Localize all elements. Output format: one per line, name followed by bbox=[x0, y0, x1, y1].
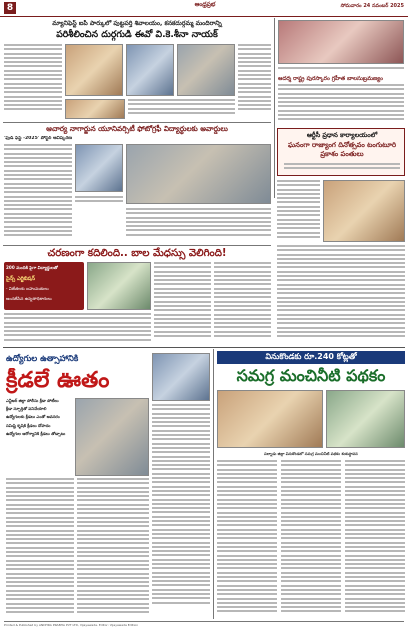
story3-photo-winners bbox=[126, 144, 271, 204]
story7-headline: సమగ్ర మంచినీటి పథకం bbox=[236, 366, 386, 385]
story7-body-col2 bbox=[281, 460, 341, 618]
story4-photo-ceremony bbox=[323, 180, 405, 242]
story6-body-col3 bbox=[152, 404, 210, 618]
story4-headline2: ఘనంగా రాజ్యాంగ దినోత్సవం టంగుటూరి ప్రకాశం పంతులు bbox=[287, 141, 396, 158]
story3-subhead: 'ఫుడ్ ఫెస్ట్ -2025' పోస్టర్ ఆవిష్కరణ bbox=[4, 136, 73, 141]
column-divider bbox=[274, 18, 275, 198]
story6-bullet: క్రీడా స్ఫూర్తితో పనిచేయాలి bbox=[6, 406, 47, 412]
story7-body-col1 bbox=[217, 460, 277, 618]
story6-bullets bbox=[6, 398, 72, 472]
story6-bullet: ఉద్యోగులకు క్రీడలు ఎంతో అవసరం bbox=[6, 414, 60, 420]
story6-bullet: సమిష్టి కృషికి క్రీడలు దోహదం bbox=[6, 422, 51, 428]
story5-headline: చరణంగా కదిలింది.. బాల మేధస్సు వెలిగింది! bbox=[47, 248, 227, 259]
story3-body-col2 bbox=[126, 208, 271, 242]
story6-kicker: ఉద్యోగుల ఉత్సాహానికి bbox=[6, 353, 79, 363]
story5-box-line2: సైన్స్ ఎగ్జిబిషన్ bbox=[6, 276, 35, 282]
issue-date: సోమవారం 24 నవంబర్ 2025 bbox=[340, 3, 404, 9]
story4-box bbox=[277, 128, 405, 176]
story6-bullet: ఎన్టీఆర్ జిల్లా పోలీసు క్రీడా పోటీలు bbox=[6, 398, 59, 403]
story1-photo-shrine bbox=[65, 44, 123, 96]
story6-body-col1 bbox=[6, 478, 74, 618]
story7-photo-ceremony bbox=[217, 390, 323, 448]
story6-headline: క్రీడలే ఊతం bbox=[6, 368, 110, 393]
page-number: 8 bbox=[4, 2, 16, 14]
story4-deck bbox=[284, 163, 400, 175]
story1-photo-visit bbox=[126, 44, 174, 96]
story6-bullet: ఉద్యోగుల ఆరోగ్యానికి క్రీడలు తోడ్పాటు bbox=[6, 430, 66, 436]
story1-photo-small bbox=[65, 99, 125, 119]
story2-body bbox=[278, 84, 404, 124]
story6-body-col2 bbox=[77, 478, 149, 618]
story4-body-cont bbox=[277, 245, 405, 344]
story3-caption bbox=[75, 196, 123, 206]
footer-imprint: Printed & Published by ANDHRA PRABHA PVT LTD, Vijayawada. Editor: Vijayawada Edition bbox=[4, 621, 404, 629]
story7-kicker: వినుకొండకు రూ.240 కోట్లతో bbox=[265, 352, 357, 361]
story5-body-col1 bbox=[154, 262, 211, 344]
story7-photo-plaque bbox=[326, 390, 405, 448]
story5-box-line1: 200 మందికి పైగా విద్యార్థులతో bbox=[6, 265, 58, 270]
story1-kicker: మ్యానిఫెస్ట్ ఐపీ పార్కులో పుట్టపర్తి శివాలయం, కనకదుర్గమ్మ మందిరాన్ని bbox=[52, 20, 222, 27]
masthead: ఆంధ్రప్రభ bbox=[194, 1, 216, 8]
story1-body-col1 bbox=[4, 44, 62, 114]
story2-headline: ఆదర్శ రాష్ట్ర పురస్కారం గ్రహీత బాలసుబ్రమణ్యం bbox=[278, 76, 383, 82]
story1-headline: పరిశీలించిన దుర్గగుడి ఈవో వి.కె.శీనా నాయక్ bbox=[56, 29, 218, 40]
story3-top-rule bbox=[3, 122, 271, 123]
story1-photo-group bbox=[177, 44, 235, 96]
story1-caption-lines bbox=[128, 99, 235, 119]
story4-headline: ఆర్టీసీ ప్రధాన కార్యాలయంలో bbox=[306, 131, 378, 139]
story5-body-col2 bbox=[214, 262, 271, 344]
story6-photo-sports-2 bbox=[152, 353, 210, 401]
story6-photo-sports bbox=[75, 398, 149, 476]
story7-kicker-bar bbox=[217, 351, 405, 364]
story5-photo-exhibition bbox=[87, 262, 151, 310]
story5-box-line3: - విజేతలకు బహుమతులు bbox=[6, 286, 49, 291]
page-header bbox=[0, 0, 408, 17]
story5-box-line4: అందజేసిన ఉన్నతాధికారులు bbox=[6, 296, 52, 301]
story3-photo-poster bbox=[75, 144, 123, 192]
story2-caption-lines bbox=[278, 67, 404, 72]
column-divider-bottom bbox=[213, 349, 214, 619]
story5-highlight-box bbox=[4, 262, 84, 310]
story3-headline: ఆచార్య నాగార్జున యూనివర్సిటీ ఫోటోగ్రఫీ విద్యార్థులకు అవార్డులు bbox=[46, 124, 228, 133]
story3-body-col1 bbox=[4, 144, 72, 242]
story6-top-rule bbox=[3, 347, 405, 348]
story7-body-col3 bbox=[345, 460, 405, 618]
story7-caption: పల్నాడు జిల్లా వినుకొండలో సమగ్ర మంచినీటి పథకం శంకుస్థాపన bbox=[264, 451, 358, 456]
story4-body bbox=[277, 180, 320, 242]
story5-top-rule bbox=[3, 245, 271, 246]
story2-photo-award bbox=[278, 20, 404, 64]
story5-body-col0 bbox=[4, 313, 151, 344]
story1-body-col2 bbox=[238, 44, 271, 114]
